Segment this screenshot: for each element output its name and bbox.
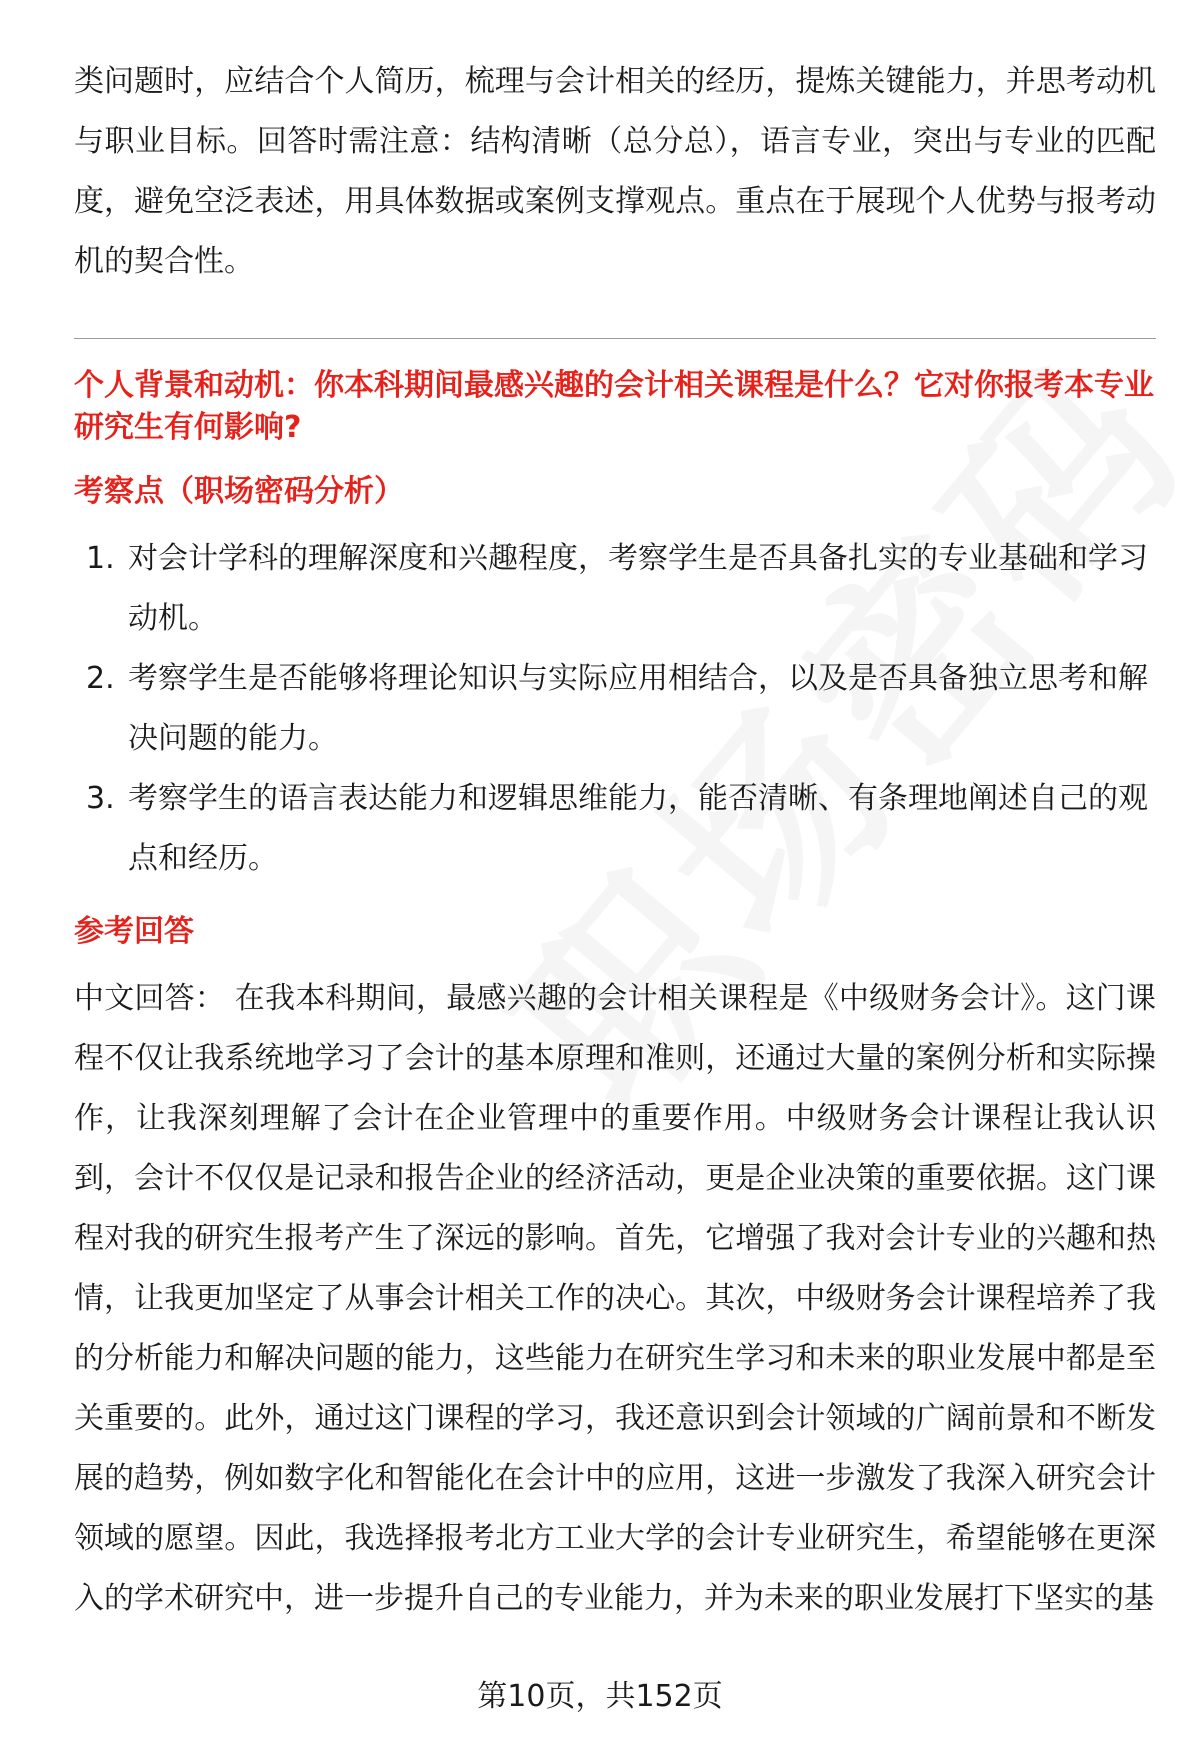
list-item-text: 考察学生是否能够将理论知识与实际应用相结合，以及是否具备独立思考和解决问题的能力。 bbox=[128, 661, 1148, 756]
reference-title: 参考回答 bbox=[74, 914, 194, 949]
list-item-text: 对会计学科的理解深度和兴趣程度，考察学生是否具备扎实的专业基础和学习动机。 bbox=[128, 541, 1148, 636]
section-divider bbox=[74, 338, 1156, 339]
list-item bbox=[74, 529, 1156, 649]
analysis-title: 考察点（职场密码分析） bbox=[74, 474, 404, 509]
reference-answer: 中文回答： 在我本科期间，最感兴趣的会计相关课程是《中级财务会计》。这门课程不仅让我系统地学习了会计的基本原理和准则，还通过大量的案例分析和实际操作，让我深刻理解了会计在企业管理中的重要作用。中级财务会计课程让我认识到，会计不仅仅是记录和报告企业的经济活动，更是企业决策的重要依据。这门课程对我的研究生报考产生了深远的影响。首先，它增强了我对会计专业的兴趣和热情，让我更加坚定了从事会计相关工作的决心。其次，中级财务会计课程培养了我的分析能力和解决问题的能力，这些能力在研究生学习和未来的职业发展中都是至关重要的。此外，通过这门课程的学习，我还意识到会计领域的广阔前景和不断发展的趋势，例如数字化和智能化在会计中的应用，这进一步激发了我深入研究会计领域的愿望。因此，我选择报考北方工业大学的会计专业研究生，希望能够在更深入的学术研究中，进一步提升自己的专业能力，并为未来的职业发展打下坚实的基 bbox=[74, 981, 1156, 1616]
intro-paragraph: 类问题时，应结合个人简历，梳理与会计相关的经历，提炼关键能力，并思考动机与职业目标。回答时需注意：结构清晰（总分总），语言专业，突出与专业的匹配度，避免空泛表述，用具体数据或案例支撑观点。重点在于展现个人优势与报考动机的契合性。 bbox=[74, 64, 1156, 279]
page-number: 第10页，共152页 bbox=[477, 1679, 723, 1714]
list-item-number: 1. bbox=[86, 541, 115, 576]
question-heading: 个人背景和动机：你本科期间最感兴趣的会计相关课程是什么？它对你报考本专业研究生有何影响? bbox=[74, 368, 1154, 445]
list-item-number: 3. bbox=[86, 781, 115, 816]
list-item bbox=[74, 649, 1156, 769]
analysis-list bbox=[74, 529, 1156, 889]
document-page bbox=[74, 52, 1156, 1629]
list-item bbox=[74, 769, 1156, 889]
list-item-number: 2. bbox=[86, 661, 115, 696]
list-item-text: 考察学生的语言表达能力和逻辑思维能力，能否清晰、有条理地阐述自己的观点和经历。 bbox=[128, 781, 1148, 876]
